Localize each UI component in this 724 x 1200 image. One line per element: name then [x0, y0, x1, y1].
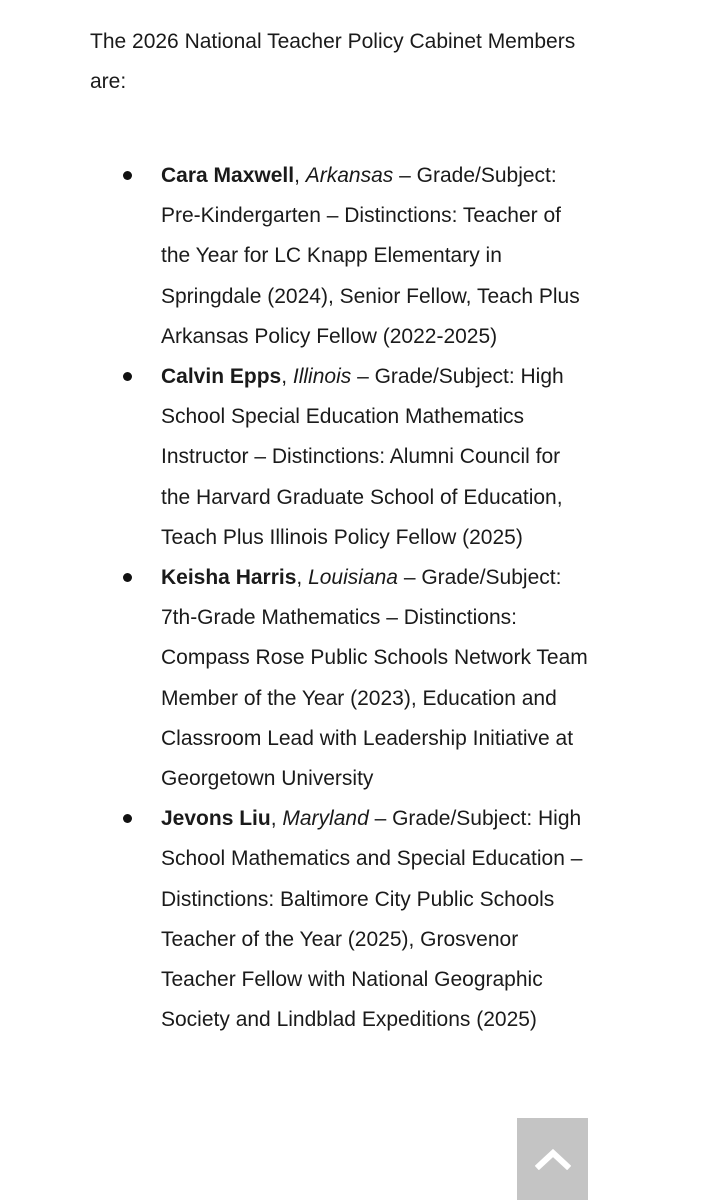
member-name: Keisha Harris	[161, 566, 297, 590]
bullet-icon	[123, 814, 132, 823]
member-details: – Grade/Subject: High School Special Education Mathematics Instructor – Distinctions: Alumni Council for the Harvard Graduate School of Education, Teach Plus Illinois Policy Fellow (2025)	[161, 365, 564, 549]
list-item	[90, 558, 590, 799]
separator: ,	[296, 566, 309, 590]
separator: ,	[270, 807, 283, 831]
member-state: Illinois	[292, 365, 352, 389]
intro-paragraph: The 2026 National Teacher Policy Cabinet Members are:	[90, 30, 576, 93]
member-state: Maryland	[282, 807, 369, 831]
bullet-icon	[123, 372, 132, 381]
separator: ,	[294, 164, 306, 187]
separator: ,	[281, 365, 293, 389]
member-name: Jevons Liu	[161, 807, 271, 831]
bullet-icon	[123, 573, 132, 582]
member-details: – Grade/Subject: Pre-Kindergarten – Distinctions: Teacher of the Year for LC Knapp Elementary in Springdale (2024), Senior Fellow, Teach Plus Arkansas Policy Fellow (2022-2025)	[161, 164, 580, 348]
bullet-icon	[123, 171, 132, 180]
members-list	[90, 156, 590, 1040]
member-state: Louisiana	[308, 566, 398, 590]
back-to-top-button[interactable]	[517, 1118, 588, 1200]
article-content	[90, 22, 590, 1040]
list-item	[90, 156, 590, 357]
member-state: Arkansas	[305, 164, 394, 187]
list-item	[90, 799, 590, 1040]
member-details: – Grade/Subject: 7th-Grade Mathematics – Distinctions: Compass Rose Public Schools Network Team Member of the Year (2023), Education and Classroom Lead with Leadership Initiative at Georgetown University	[161, 566, 588, 791]
member-name: Cara Maxwell	[161, 164, 295, 187]
list-item	[90, 357, 590, 558]
chevron-up-icon	[535, 1148, 571, 1170]
member-name: Calvin Epps	[161, 365, 282, 389]
member-details: – Grade/Subject: High School Mathematics and Special Education – Distinctions: Baltimore City Public Schools Teacher of the Year (2025), Grosvenor Teacher Fellow with National Geographic Society and Lindblad Expeditions (2025)	[161, 807, 583, 1032]
